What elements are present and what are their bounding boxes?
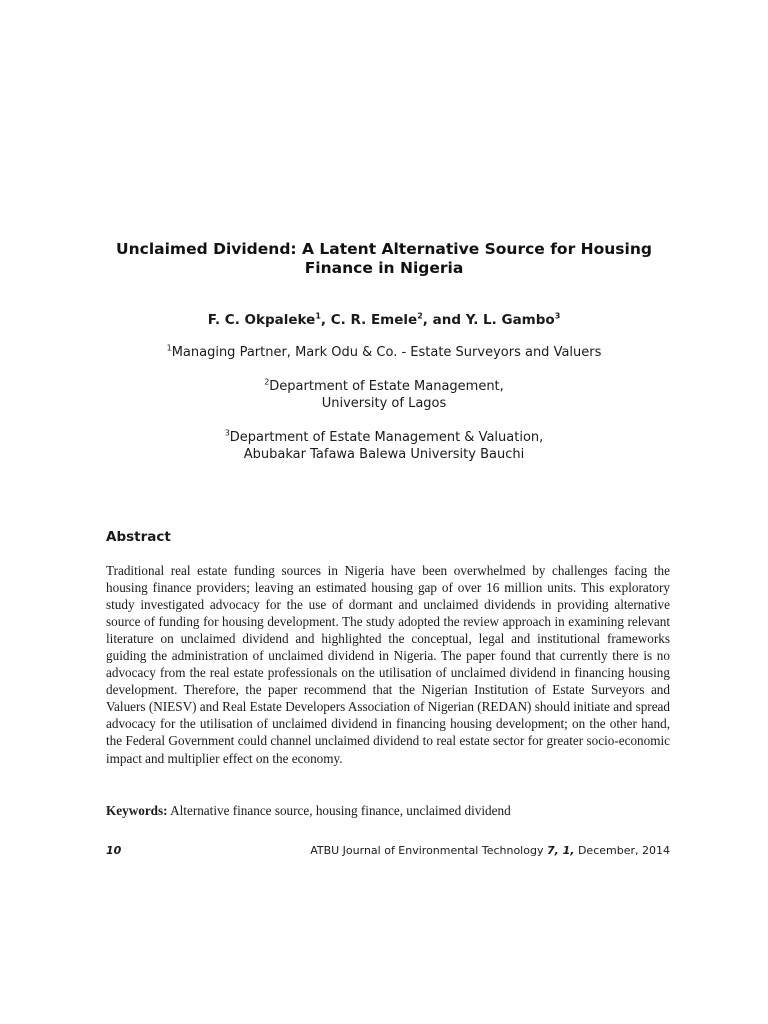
affiliation-marker: 3 (224, 428, 230, 438)
affiliation-marker: 1 (166, 343, 172, 353)
author-affiliation-marker: 2 (417, 311, 423, 321)
page-footer (106, 844, 670, 860)
paper-title (96, 240, 672, 278)
author-name: C. R. Emele (330, 312, 418, 328)
paper-title-line-1: Unclaimed Dividend: A Latent Alternative Source for Housing (116, 240, 652, 258)
affiliation-line: Managing Partner, Mark Odu & Co. - Estate Surveyors and Valuers (171, 345, 602, 360)
author-separator: , (320, 312, 331, 328)
affiliation-line: Department of Estate Management, (269, 379, 504, 394)
issue-date: December, 2014 (574, 844, 670, 857)
affiliation-marker: 2 (264, 377, 270, 387)
keywords-label: Keywords: (106, 803, 168, 818)
affiliation-1 (96, 344, 672, 361)
author-list (96, 311, 672, 329)
keywords-text: Alternative finance source, housing finance, unclaimed dividend (167, 803, 511, 818)
affiliation-line: Department of Estate Management & Valuation, (229, 430, 544, 445)
journal-name: ATBU Journal of Environmental Technology (310, 844, 547, 857)
affiliation-3 (96, 429, 672, 463)
author-affiliation-marker: 3 (554, 311, 561, 321)
paper-title-line-2: Finance in Nigeria (304, 259, 464, 277)
journal-citation (310, 844, 670, 857)
author-separator: , and (422, 312, 466, 328)
author-name: Y. L. Gambo (465, 312, 555, 328)
affiliation-line: Abubakar Tafawa Balewa University Bauchi (243, 447, 525, 462)
author-name: F. C. Okpaleke (207, 312, 316, 328)
keywords-line (106, 802, 670, 819)
affiliation-2 (96, 378, 672, 412)
volume-issue: 7, 1, (546, 844, 575, 857)
page-number: 10 (106, 844, 122, 857)
affiliation-line: University of Lagos (321, 396, 447, 411)
abstract-heading: Abstract (106, 529, 171, 545)
author-affiliation-marker: 1 (315, 311, 321, 321)
abstract-body: Traditional real estate funding sources in Nigeria have been overwhelmed by challenges facing the housing finance providers; leaving an estimated housing gap of over 16 million units. This exploratory study investigated advocacy for the use of dormant and unclaimed dividends in providing alternative source of funding for housing development. The study adopted the review approach in examining relevant literature on unclaimed dividend and highlighted the conceptual, legal and institutional frameworks guiding the administration of unclaimed dividend in Nigeria. The paper found that currently there is no advocacy from the real estate professionals on the utilisation of unclaimed dividend in financing housing development. Therefore, the paper recommend that the Nigerian Institution of Estate Surveyors and Valuers (NIESV) and Real Estate Developers Association of Nigerian (REDAN) should initiate and spread advocacy for the utilisation of unclaimed dividend in financing housing development; on the other hand, the Federal Government could channel unclaimed dividend to real estate sector for greater socio-economic impact and multiplier effect on the economy. (106, 563, 670, 766)
